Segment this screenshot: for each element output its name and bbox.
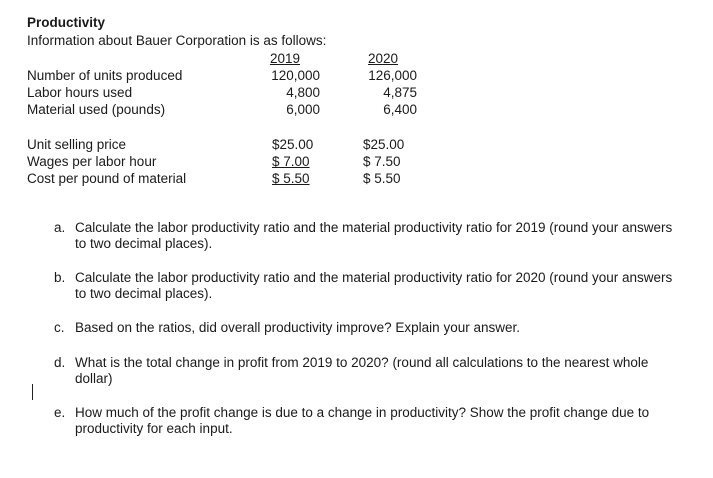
question-d-letter: d. [54,355,66,370]
page-title: Productivity [27,15,106,30]
material-2019: 6,000 [286,102,320,117]
question-a-text: Calculate the labor productivity ratio and the material productivity ratio for 2019 (round your answers to two decimal places). [75,220,673,251]
material-cost-2020: $ 5.50 [363,171,401,186]
row-label-material-cost: Cost per pound of material [27,171,187,186]
wages-2019: $ 7.00 [272,154,310,169]
question-c-text: Based on the ratios, did overall productivity improve? Explain your answer. [75,320,520,335]
question-d-text: What is the total change in profit from 2019 to 2020? (round all calculations to the nearest whole dollar) [75,355,649,386]
year-2020-header: 2020 [367,51,399,66]
question-a-letter: a. [54,220,66,235]
question-c-letter: c. [54,320,65,335]
selling-price-2019: $25.00 [272,137,314,152]
row-label-wages: Wages per labor hour [27,154,157,169]
row-label-material: Material used (pounds) [27,102,166,117]
labor-hours-2019: 4,800 [286,85,320,100]
question-e-letter: e. [54,405,66,420]
labor-hours-2020: 4,875 [383,85,417,100]
material-2020: 6,400 [383,102,417,117]
selling-price-2020: $25.00 [363,137,405,152]
units-2020: 126,000 [368,68,417,83]
question-b-letter: b. [54,270,66,285]
year-2019-header: 2019 [269,51,301,66]
question-e-text: How much of the profit change is due to a change in productivity? Show the profit change due to productivity for each input. [75,405,650,436]
intro-text: Information about Bauer Corporation is as follows: [27,33,327,48]
units-2019: 120,000 [271,68,320,83]
row-label-labor-hours: Labor hours used [27,85,133,100]
material-cost-2019: $ 5.50 [272,171,310,186]
row-label-units: Number of units produced [27,68,183,83]
row-label-selling-price: Unit selling price [27,137,127,152]
wages-2020: $ 7.50 [363,154,401,169]
question-b-text: Calculate the labor productivity ratio and the material productivity ratio for 2020 (round your answers to two decimal places). [75,270,673,301]
text-cursor [32,384,33,400]
